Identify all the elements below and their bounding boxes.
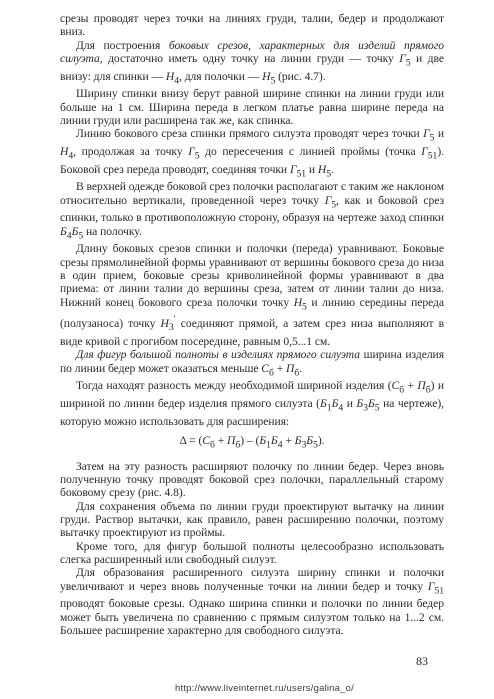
paragraph: Кроме того, для фигур большой полноты целесообразно использовать слегка расширенный или свободный силуэт. <box>60 539 444 566</box>
paragraph: Для фигур большой полноты в изделиях прямого силуэта ширина изделия по линии бедер может оказаться меньше $С_б + П_б$. <box>60 348 444 378</box>
paragraph: Длину боковых срезов спинки и полочки (переда) уравнивают. Боковые срезы прямолинейной формы уравнивают от вершины бокового среза до низа в один прием, боковые срезы криволинейной формы уравнивают в два приема: от линии талии до вершины среза, затем от линии талии до низа. Нижний конец бокового среза полочки точку $Н_5$ и линию середины переда (полузаноса) точку $Н_3'$ соединяют прямой, а затем срез низа выполняют в виде кривой с прогибом посередине, равным 0,5...1 см. <box>60 242 444 348</box>
paragraph: Для построения боковых срезов, характерных для изделий прямого силуэта, достаточно иметь одну точку на линии груди — точку $Г_5$ и две внизу: для спинки — $Н_4$, для полочки — $Н_5$ (рис. 4.7). <box>60 38 444 86</box>
page-number: 83 <box>416 654 428 668</box>
paragraph: Затем на эту разность расширяют полочку по линии бедер. Через вновь полученную точку проводят боковой срез полочки, параллельный старому боковому срезу (рис. 4.8). <box>60 459 444 500</box>
paragraph: Линию бокового среза спинки прямого силуэта проводят через точки $Г_5$ и $Н_4$, продолжая за точку $Г_5$ до пересечения с линией проймы (точка $Г_{51}$). Боковой срез переда проводят, соединяя точки $Г_{51}$ и $Н_5$. <box>60 127 444 179</box>
paragraph: Ширину спинки внизу берут равной ширине спинки на линии груди или больше на 1 см. Ширина переда в легком платье равна ширине переда на линии груди или расширена так же, как спинка. <box>60 87 444 128</box>
paragraph: Для сохранения объема по линии груди проектируют вытачку на линии груди. Раствор вытачки, как правило, равен расширению полочки, поэтому вытачку проектируют из проймы. <box>60 499 444 540</box>
paragraph: Для образования расширенного силуэта ширину спинки и полочки увеличивают и через вновь полученные точки на линии бедер и точку $Г_{51}$ проводят боковые срезы. Однако ширина спинки и полочки по линии бедер может быть увеличена по сравнению с прямым силуэтом только на 1...2 см. Большее расширение характерно для свободного силуэта. <box>60 566 444 637</box>
paragraph: В верхней одежде боковой срез полочки располагают с таким же наклоном относительно вертикали, проведенной через точку $Г_5$, как и боковой срез спинки, только в противоположную сторону, образуя на чертеже заход спинки $Б_4Б_5$ на полочку. <box>60 180 444 241</box>
paragraph: Тогда находят разность между необходимой шириной изделия $(С_б + П_б)$ и шириной по линии бедер изделия прямого силуэта ($Б_1Б_4$ и $Б_3Б_5$ на чертеже), которую можно использовать для расширения: <box>60 379 444 428</box>
document-body <box>60 12 444 637</box>
paragraph: срезы проводят через точки на линиях груди, талии, бедер и продолжают вниз. <box>60 12 444 39</box>
formula: $\Delta = (С_б + П_б) - (Б_1Б_4 + Б_3Б_5)$. <box>179 433 325 451</box>
footer-url: http://www.liveinternet.ru/users/galina_o/ <box>175 683 354 694</box>
